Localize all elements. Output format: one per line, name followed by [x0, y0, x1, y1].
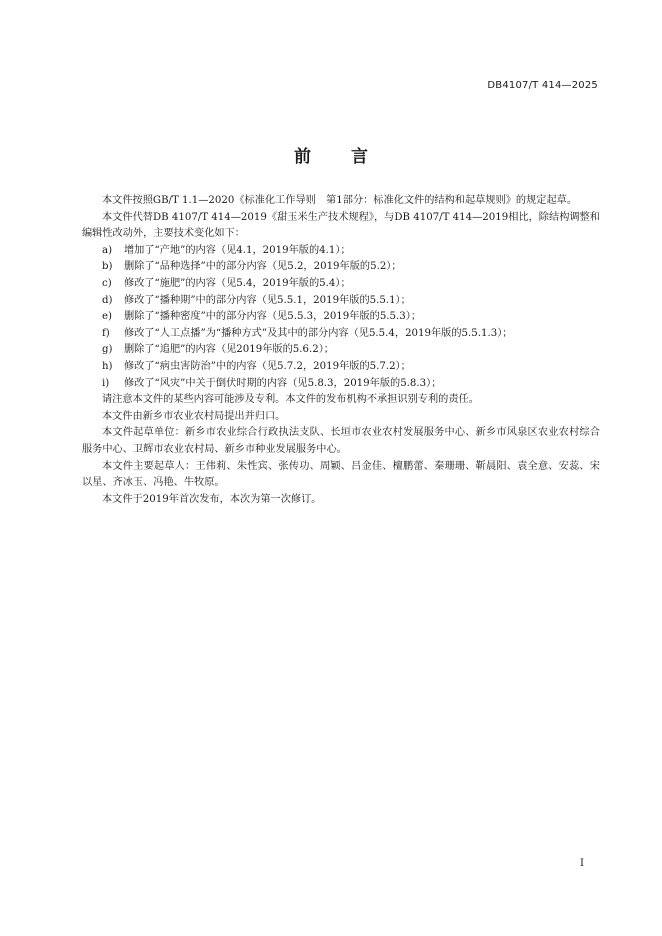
- changes-list: [82, 243, 600, 392]
- list-item-text: 删除了“播种密度”中的部分内容（见5.5.3，2019年版的5.5.3）；: [124, 311, 422, 323]
- list-item-text: 修改了“人工点播”为“播种方式”及其中的部分内容（见5.5.4，2019年版的5.5.1.3）；: [124, 327, 513, 339]
- paragraph-revision-history: 本文件于2019年首次发布，本次为第一次修订。: [102, 493, 322, 505]
- list-item: [82, 276, 600, 293]
- paragraph-drafting-units: 本文件起草单位：新乡市农业综合行政执法支队、长垣市农业农村发展服务中心、新乡市风泉区农业农村综合服务中心、卫辉市农业农村局、新乡市种业发展服务中心。: [82, 427, 600, 455]
- list-marker: b): [102, 261, 113, 273]
- paragraph-drafting-basis: 本文件按照GB/T 1.1—2020《标准化工作导则 第1部分：标准化文件的结构和起草规则》的规定起草。: [102, 195, 578, 206]
- list-item-text: 增加了“产地”的内容（见4.1，2019年版的4.1）；: [124, 244, 351, 256]
- list-marker: f): [102, 327, 110, 339]
- list-item-text: 删除了“品种选择”中的部分内容（见5.2，2019年版的5.2）；: [124, 261, 402, 273]
- list-marker: d): [102, 294, 113, 306]
- list-item: [82, 243, 600, 260]
- paragraph-patent-notice: 请注意本文件的某些内容可能涉及专利。本文件的发布机构不承担识别专利的责任。: [102, 394, 479, 406]
- page-number: I: [580, 858, 584, 869]
- list-item: [82, 342, 600, 359]
- title-char-1: 前: [294, 147, 351, 167]
- list-item: [82, 376, 600, 393]
- paragraph-drafters: 本文件主要起草人：王伟莉、朱性宾、张传功、周颖、吕金佳、檀鹏蕾、秦珊珊、靳晨阳、袁全意、安蕊、宋以星、齐冰玉、冯艳、牛牧原。: [82, 460, 600, 489]
- list-item-text: 修改了“病虫害防治”中的内容（见5.7.2，2019年版的5.7.2）；: [124, 360, 411, 372]
- list-marker: h): [102, 360, 113, 372]
- list-marker: e): [102, 311, 113, 323]
- page-title: [0, 142, 662, 167]
- list-item: [82, 359, 600, 376]
- list-item-text: 修改了“施肥”的内容（见5.4，2019年版的5.4）；: [124, 277, 351, 289]
- list-item: [82, 326, 600, 343]
- list-item: [82, 293, 600, 310]
- paragraph-replacement-note: 本文件代替DB 4107/T 414—2019《甜玉米生产技术规程》，与DB 4107/T 414—2019相比，除结构调整和编辑性改动外，主要技术变化如下：: [82, 211, 600, 240]
- list-item: [82, 259, 600, 276]
- list-item-text: 修改了“播种期”中的部分内容（见5.5.1，2019年版的5.5.1）；: [124, 294, 411, 306]
- list-marker: c): [102, 277, 112, 289]
- list-marker: a): [102, 244, 113, 256]
- document-number: DB4107/T 414—2025: [487, 80, 598, 91]
- list-marker: i): [102, 377, 110, 389]
- paragraph-proposer: 本文件由新乡市农业农村局提出并归口。: [102, 410, 286, 422]
- list-marker: g): [102, 344, 113, 356]
- document-body: [82, 193, 600, 508]
- title-char-2: 言: [351, 147, 408, 167]
- list-item-text: 修改了“风灾”中关于倒伏时期的内容（见5.8.3，2019年版的5.8.3）；: [124, 377, 442, 389]
- list-item: [82, 309, 600, 326]
- list-item-text: 删除了“追肥”的内容（见2019年版的5.6.2）；: [124, 344, 334, 356]
